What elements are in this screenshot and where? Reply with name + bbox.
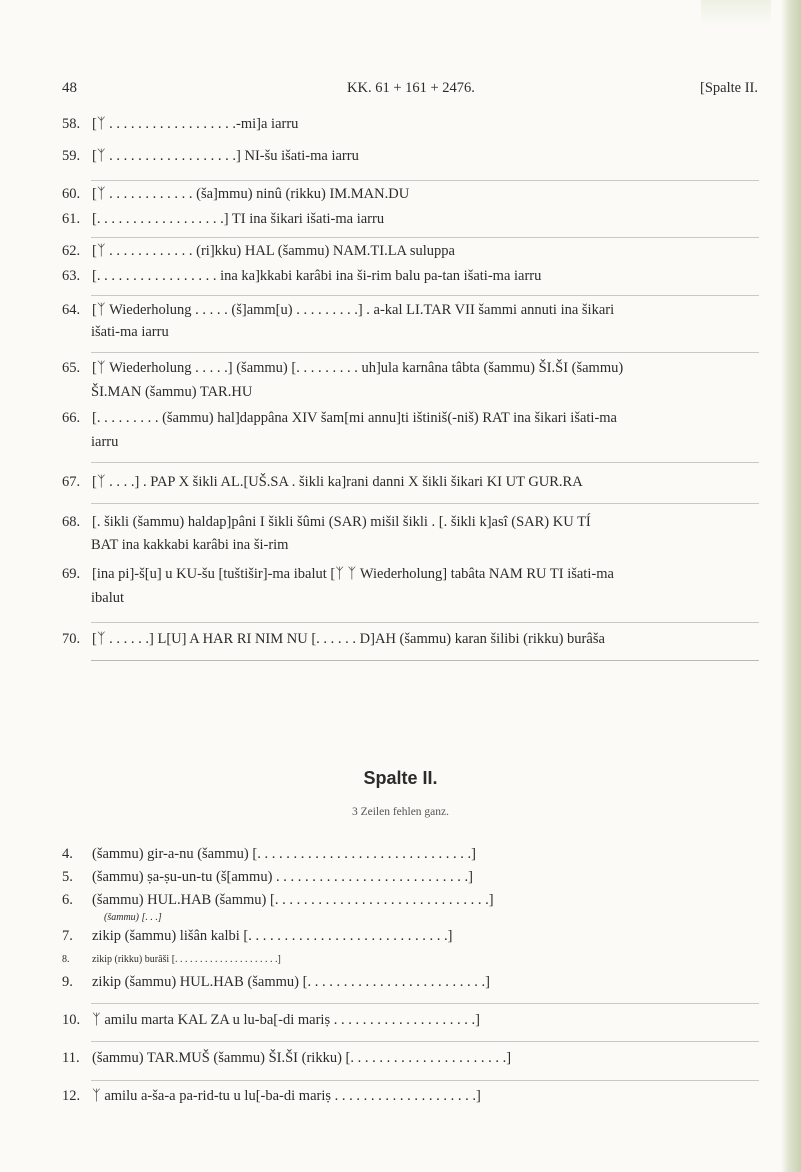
text-line: 66. [. . . . . . . . . (šammu) hal]dappâna XIV šam[mi annu]ti ištiniš(-niš) RAT ina šikari išati-ma	[62, 410, 617, 426]
divider	[91, 295, 759, 296]
text-line: 5. (šammu) ṣa-ṣu-un-tu (š[ammu) . . . . . . . . . . . . . . . . . . . . . . . . . . .]	[62, 869, 473, 885]
text-line: 8. zikip (rikku) burâši [. . . . . . . . . . . . . . . . . . . . .]	[62, 954, 281, 965]
text-line: 63. [. . . . . . . . . . . . . . . . . ina ka]kkabi karâbi ina ši-rim balu pa-tan išati-ma iarru	[62, 268, 542, 284]
page-edge	[781, 0, 801, 1172]
text-line: 7. zikip (šammu) lišân kalbi [. . . . . . . . . . . . . . . . . . . . . . . . . . . .]	[62, 928, 453, 944]
divider	[91, 660, 759, 661]
section-note: 3 Zeilen fehlen ganz.	[351, 806, 450, 818]
text-line: 59. [ᛉ . . . . . . . . . . . . . . . . . .] NI-šu išati-ma iarru	[62, 148, 359, 164]
text-line: 68. [. šikli (šammu) haldap]pâni I šikli šûmi (SAR) mišil šikli . [. šikli k]asî (SAR) KU TÍ	[62, 514, 591, 530]
divider	[91, 352, 759, 353]
text-line: 6. (šammu) HUL.HAB (šammu) [. . . . . . . . . . . . . . . . . . . . . . . . . . . . . .]	[62, 892, 494, 908]
text-line: 9. zikip (šammu) HUL.HAB (šammu) [. . . . . . . . . . . . . . . . . . . . . . . . .]	[62, 974, 490, 990]
text-line: 67. [ᛉ . . . .] . PAP X šikli AL.[UŠ.SA . šikli ka]rani danni X šikli šikari KI UT GUR.RA	[62, 474, 583, 490]
text-line: 4. (šammu) gir-a-nu (šammu) [. . . . . . . . . . . . . . . . . . . . . . . . . . . . . .]	[62, 846, 476, 862]
text-line: 11. (šammu) TAR.MUŠ (šammu) ŠI.ŠI (rikku) [. . . . . . . . . . . . . . . . . . . . . .]	[62, 1050, 512, 1066]
page-number: 48	[62, 80, 77, 96]
text-line: 65. [ᛉ Wiederholung . . . . .] (šammu) [. . . . . . . . . uh]ula karnâna tâbta (šammu) ŠI.ŠI (šammu)	[62, 360, 624, 376]
divider	[91, 180, 759, 181]
text-line: 58. [ᛉ . . . . . . . . . . . . . . . . . .-mi]a iarru	[62, 116, 299, 132]
divider	[91, 1080, 759, 1081]
divider	[91, 503, 759, 504]
interlinear-note: (šammu) [. . .]	[104, 912, 162, 923]
text-line: 62. [ᛉ . . . . . . . . . . . . (ri]kku) HAL (šammu) NAM.TI.LA suluppa	[62, 243, 455, 259]
text-line-continued: BAT ina kakkabi karâbi ina ši-rim	[91, 537, 289, 553]
divider	[91, 1003, 759, 1004]
text-line-continued: ŠI.MAN (šammu) TAR.HU	[91, 384, 253, 400]
text-line: 70. [ᛉ . . . . . .] L[U] A HAR RI NIM NU [. . . . . . D]AH (šammu) karan šilibi (rikku) burâša	[62, 631, 605, 647]
text-line: 61. [. . . . . . . . . . . . . . . . . .] TI ina šikari išati-ma iarru	[62, 211, 385, 227]
text-line: 60. [ᛉ . . . . . . . . . . . . (ša]mmu) ninû (rikku) IM.MAN.DU	[62, 186, 410, 202]
text-line-continued: ibalut	[91, 590, 125, 606]
text-line: 12. ᛉ amilu a-ša-a pa-rid-tu u lu[-ba-di mariṣ . . . . . . . . . . . . . . . . . . . .]	[62, 1088, 481, 1104]
text-line-continued: iarru	[91, 434, 119, 450]
text-line: 69. [ina pi]-š[u] u KU-šu [tuštišir]-ma ibalut [ᛉ ᛉ Wiederholung] tabâta NAM RU TI išati-ma	[62, 566, 614, 582]
text-line-continued: išati-ma iarru	[91, 324, 169, 340]
tablet-reference: KK. 61 + 161 + 2476.	[347, 80, 475, 96]
page-header	[62, 80, 758, 102]
text-line: 64. [ᛉ Wiederholung . . . . . (š]amm[u) . . . . . . . . .] . a-kal LI.TAR VII šammi annuti ina šikari	[62, 302, 615, 318]
text-line: 10. ᛉ amilu marta KAL ZA u lu-ba[-di mariṣ . . . . . . . . . . . . . . . . . . . .]	[62, 1012, 480, 1028]
divider	[91, 462, 759, 463]
page-corner-shade	[701, 0, 771, 25]
column-label: [Spalte II.	[700, 80, 758, 96]
divider	[91, 237, 759, 238]
section-title: Spalte II.	[363, 768, 438, 788]
divider	[91, 622, 759, 623]
divider	[91, 1041, 759, 1042]
